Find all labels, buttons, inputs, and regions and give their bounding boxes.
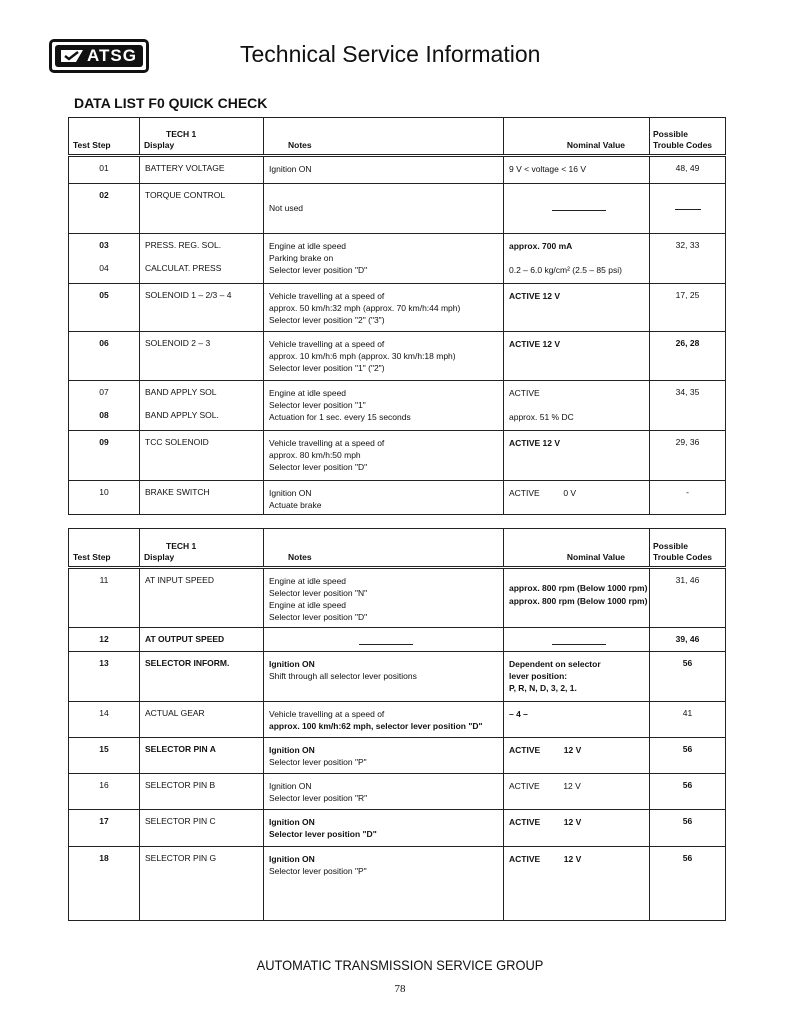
notes-cell: Vehicle travelling at a speed of approx. 100 km/h:62 mph, selector lever position "D" xyxy=(264,702,504,738)
nominal-cell: ACTIVE approx. 51 % DC xyxy=(504,381,650,431)
step-cell: 07 08 xyxy=(69,381,140,431)
display-cell: TCC SOLENOID xyxy=(140,431,264,481)
step-cell: 11 xyxy=(69,568,140,628)
codes-cell: 48, 49 xyxy=(650,156,726,184)
codes-cell: 56 xyxy=(650,738,726,774)
atsg-logo xyxy=(49,39,149,73)
notes-cell: Ignition ON Selector lever position "D" xyxy=(264,810,504,847)
notes-cell: Not used xyxy=(264,184,504,234)
table-row xyxy=(69,332,726,381)
step-cell: 15 xyxy=(69,738,140,774)
display-cell: ACTUAL GEAR xyxy=(140,702,264,738)
col-header-step: Test Step xyxy=(69,529,140,568)
display-cell: BATTERY VOLTAGE xyxy=(140,156,264,184)
nominal-cell: Dependent on selector lever position: P, R, N, D, 3, 2, 1. xyxy=(504,652,650,702)
step-cell: 14 xyxy=(69,702,140,738)
table-row xyxy=(69,184,726,234)
nominal-cell: approx. 700 mA 0.2 – 6.0 kg/cm² (2.5 – 85 psi) xyxy=(504,234,650,284)
nominal-cell: ACTIVE 12 V xyxy=(504,284,650,332)
table-row xyxy=(69,738,726,774)
nominal-cell xyxy=(504,628,650,652)
col-header-display: TECH 1 Display xyxy=(140,118,264,156)
codes-cell xyxy=(650,184,726,234)
table-row xyxy=(69,284,726,332)
table-row xyxy=(69,431,726,481)
footer-organization: AUTOMATIC TRANSMISSION SERVICE GROUP xyxy=(256,957,544,973)
nominal-cell: approx. 800 rpm (Below 1000 rpm) approx. 800 rpm (Below 1000 rpm) xyxy=(504,568,650,628)
step-cell: 13 xyxy=(69,652,140,702)
not-used-dash xyxy=(675,209,701,210)
nominal-cell: 9 V < voltage < 16 V xyxy=(504,156,650,184)
not-applicable-dash xyxy=(359,644,413,645)
display-cell: AT INPUT SPEED xyxy=(140,568,264,628)
table-row xyxy=(69,156,726,184)
display-cell: SELECTOR PIN C xyxy=(140,810,264,847)
nominal-cell: ACTIVE 12 V xyxy=(504,738,650,774)
not-applicable-dash xyxy=(552,644,606,645)
notes-cell xyxy=(264,628,504,652)
display-cell: SELECTOR INFORM. xyxy=(140,652,264,702)
page-title: Technical Service Information xyxy=(240,41,541,67)
step-cell: 10 xyxy=(69,481,140,515)
nominal-cell: ACTIVE 12 V xyxy=(504,431,650,481)
notes-cell: Engine at idle speed Selector lever position "1" Actuation for 1 sec. every 15 seconds xyxy=(264,381,504,431)
codes-cell: - xyxy=(650,481,726,515)
step-cell: 18 xyxy=(69,847,140,921)
logo-text: ATSG xyxy=(87,46,137,65)
table-row xyxy=(69,810,726,847)
notes-cell: Vehicle travelling at a speed of approx. 50 km/h:32 mph (approx. 70 km/h:44 mph) Selector lever position "2" ("3") xyxy=(264,284,504,332)
display-cell: TORQUE CONTROL xyxy=(140,184,264,234)
nominal-cell: ACTIVE 12 V xyxy=(504,774,650,810)
step-cell: 05 xyxy=(69,284,140,332)
step-cell: 02 xyxy=(69,184,140,234)
nominal-cell: – 4 – xyxy=(504,702,650,738)
display-cell: SOLENOID 1 – 2/3 – 4 xyxy=(140,284,264,332)
nominal-cell: ACTIVE 12 V xyxy=(504,847,650,921)
nominal-cell xyxy=(504,184,650,234)
display-cell: AT OUTPUT SPEED xyxy=(140,628,264,652)
codes-cell: 41 xyxy=(650,702,726,738)
notes-cell: Ignition ON Shift through all selector lever positions xyxy=(264,652,504,702)
step-cell: 03 04 xyxy=(69,234,140,284)
codes-cell: 34, 35 xyxy=(650,381,726,431)
table-row xyxy=(69,381,726,431)
codes-cell: 56 xyxy=(650,847,726,921)
table-row xyxy=(69,628,726,652)
table-row xyxy=(69,847,726,921)
col-header-notes: Notes xyxy=(264,118,504,156)
notes-cell: Engine at idle speed Parking brake on Selector lever position "D" xyxy=(264,234,504,284)
section-title: DATA LIST F0 QUICK CHECK xyxy=(74,95,268,111)
display-cell: BAND APPLY SOL BAND APPLY SOL. xyxy=(140,381,264,431)
notes-cell: Ignition ON Selector lever position "P" xyxy=(264,738,504,774)
codes-cell: 17, 25 xyxy=(650,284,726,332)
notes-cell: Ignition ON Selector lever position "P" xyxy=(264,847,504,921)
codes-cell: 56 xyxy=(650,652,726,702)
step-cell: 09 xyxy=(69,431,140,481)
display-cell: PRESS. REG. SOL. CALCULAT. PRESS xyxy=(140,234,264,284)
nominal-cell: ACTIVE 12 V xyxy=(504,332,650,381)
codes-cell: 56 xyxy=(650,774,726,810)
data-list-table-1 xyxy=(68,117,726,515)
col-header-codes: Possible Trouble Codes xyxy=(650,529,726,568)
table-row xyxy=(69,652,726,702)
notes-cell: Ignition ON Actuate brake xyxy=(264,481,504,515)
step-cell: 06 xyxy=(69,332,140,381)
col-header-step: Test Step xyxy=(69,118,140,156)
display-cell: SELECTOR PIN B xyxy=(140,774,264,810)
codes-cell: 39, 46 xyxy=(650,628,726,652)
nominal-cell: ACTIVE 12 V xyxy=(504,810,650,847)
display-cell: SOLENOID 2 – 3 xyxy=(140,332,264,381)
step-cell: 01 xyxy=(69,156,140,184)
step-cell: 16 xyxy=(69,774,140,810)
notes-cell: Vehicle travelling at a speed of approx. 10 km/h:6 mph (approx. 30 km/h:18 mph) Selector lever position "1" ("2") xyxy=(264,332,504,381)
table-row xyxy=(69,702,726,738)
col-header-display: TECH 1 Display xyxy=(140,529,264,568)
notes-cell: Ignition ON Selector lever position "R" xyxy=(264,774,504,810)
codes-cell: 32, 33 xyxy=(650,234,726,284)
data-list-table-2 xyxy=(68,528,726,921)
notes-cell: Engine at idle speed Selector lever position "N" Engine at idle speed Selector lever position "D" xyxy=(264,568,504,628)
col-header-notes: Notes xyxy=(264,529,504,568)
codes-cell: 26, 28 xyxy=(650,332,726,381)
codes-cell: 56 xyxy=(650,810,726,847)
table-header-row xyxy=(69,529,726,568)
table-row xyxy=(69,234,726,284)
check-flag-icon xyxy=(59,47,85,65)
codes-cell: 31, 46 xyxy=(650,568,726,628)
col-header-nominal: Nominal Value xyxy=(504,118,650,156)
col-header-codes: Possible Trouble Codes xyxy=(650,118,726,156)
table-header-row xyxy=(69,118,726,156)
table-row xyxy=(69,568,726,628)
col-header-nominal: Nominal Value xyxy=(504,529,650,568)
notes-cell: Vehicle travelling at a speed of approx. 80 km/h:50 mph Selector lever position "D" xyxy=(264,431,504,481)
not-used-dash xyxy=(552,210,606,211)
display-cell: BRAKE SWITCH xyxy=(140,481,264,515)
table-row xyxy=(69,481,726,515)
page-number: 78 xyxy=(394,983,406,995)
table-row xyxy=(69,774,726,810)
codes-cell: 29, 36 xyxy=(650,431,726,481)
notes-cell: Ignition ON xyxy=(264,156,504,184)
step-cell: 17 xyxy=(69,810,140,847)
nominal-cell: ACTIVE 0 V xyxy=(504,481,650,515)
display-cell: SELECTOR PIN A xyxy=(140,738,264,774)
display-cell: SELECTOR PIN G xyxy=(140,847,264,921)
step-cell: 12 xyxy=(69,628,140,652)
